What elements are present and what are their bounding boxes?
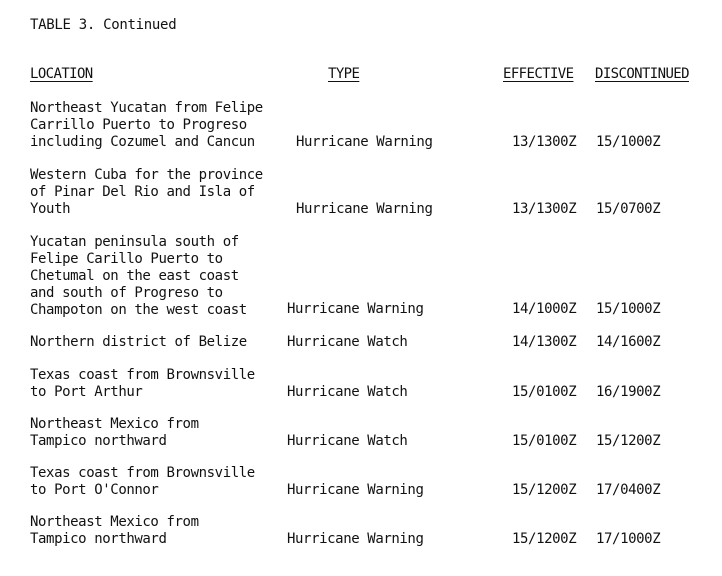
effective-cell: 14/1000Z	[512, 301, 577, 317]
column-header-type: TYPE	[328, 66, 360, 82]
effective-cell: 15/0100Z	[512, 384, 577, 400]
location-cell: Northern district of Belize	[30, 334, 247, 350]
location-cell: Yucatan peninsula south of Felipe Carillo Puerto to Chetumal on the east coast and south of Progreso to Champoton on the west coast	[30, 234, 247, 318]
discontinued-cell: 16/1900Z	[596, 384, 661, 400]
discontinued-cell: 15/1000Z	[596, 301, 661, 317]
type-cell: Hurricane Warning	[296, 134, 433, 150]
discontinued-cell: 15/1200Z	[596, 433, 661, 449]
type-cell: Hurricane Warning	[287, 482, 424, 498]
effective-cell: 13/1300Z	[512, 201, 577, 217]
type-cell: Hurricane Watch	[287, 334, 408, 350]
location-cell: Texas coast from Brownsville to Port O'Connor	[30, 465, 255, 498]
location-cell: Western Cuba for the province of Pinar Del Rio and Isla of Youth	[30, 167, 263, 217]
location-cell: Texas coast from Brownsville to Port Arthur	[30, 367, 255, 400]
type-cell: Hurricane Warning	[296, 201, 433, 217]
effective-cell: 15/0100Z	[512, 433, 577, 449]
effective-cell: 15/1200Z	[512, 531, 577, 547]
type-cell: Hurricane Warning	[287, 301, 424, 317]
discontinued-cell: 15/1000Z	[596, 134, 661, 150]
discontinued-cell: 15/0700Z	[596, 201, 661, 217]
effective-cell: 13/1300Z	[512, 134, 577, 150]
type-cell: Hurricane Warning	[287, 531, 424, 547]
discontinued-cell: 14/1600Z	[596, 334, 661, 350]
location-cell: Northeast Mexico from Tampico northward	[30, 416, 199, 449]
discontinued-cell: 17/1000Z	[596, 531, 661, 547]
location-cell: Northeast Yucatan from Felipe Carrillo Puerto to Progreso including Cozumel and Cancun	[30, 100, 263, 150]
discontinued-cell: 17/0400Z	[596, 482, 661, 498]
table-caption: TABLE 3. Continued	[30, 17, 177, 33]
location-cell: Northeast Mexico from Tampico northward	[30, 514, 199, 547]
column-header-location: LOCATION	[30, 66, 93, 82]
column-header-discontinued: DISCONTINUED	[595, 66, 689, 82]
type-cell: Hurricane Watch	[287, 384, 408, 400]
effective-cell: 14/1300Z	[512, 334, 577, 350]
column-header-effective: EFFECTIVE	[503, 66, 574, 82]
effective-cell: 15/1200Z	[512, 482, 577, 498]
type-cell: Hurricane Watch	[287, 433, 408, 449]
